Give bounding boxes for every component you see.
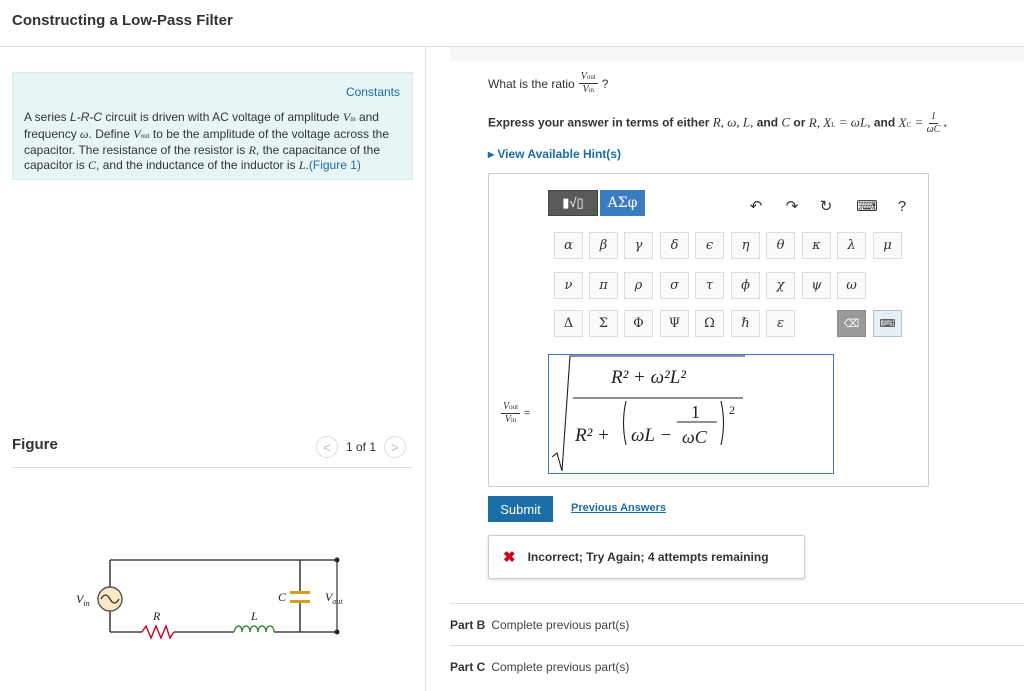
- answer-lhs: [501, 402, 530, 425]
- express-vars-2-text: R, X: [808, 114, 832, 130]
- express-vars-1: R, ω, L,: [712, 114, 754, 130]
- problem-lrc: L-R-C: [70, 110, 103, 124]
- keyboard-toggle-icon[interactable]: ⌨: [873, 310, 902, 337]
- feedback-text: Incorrect; Try Again; 4 attempts remaining: [527, 550, 769, 564]
- undo-icon[interactable]: ↶: [749, 198, 763, 215]
- answer-lhs-ratio: [501, 402, 520, 425]
- resistor-icon: [142, 626, 174, 638]
- problem-intro-box: [12, 72, 413, 180]
- circuit-diagram: [70, 548, 360, 643]
- part-b-status: Complete previous part(s): [491, 618, 630, 632]
- problem-text-3: and frequency: [24, 110, 379, 141]
- problem-r: R: [248, 143, 256, 157]
- previous-answers-link[interactable]: Previous Answers: [571, 502, 666, 514]
- question-prefix: What is the ratio: [488, 76, 575, 91]
- problem-text-8: .: [305, 157, 309, 172]
- circuit-r-label: R: [153, 609, 161, 623]
- problem-text-4: . Define: [88, 126, 134, 141]
- key-pi[interactable]: π: [589, 272, 618, 299]
- circuit-l-label: L: [251, 609, 258, 623]
- answer-instructions: [488, 112, 947, 135]
- constants-link[interactable]: Constants: [345, 85, 400, 99]
- answer-lhs-den-sub: in: [510, 416, 517, 424]
- problem-vout-v: V: [133, 126, 141, 141]
- part-divider: [450, 645, 1024, 646]
- circuit-c-label: C: [278, 590, 287, 604]
- express-and-2: and: [873, 115, 896, 130]
- panel-divider: [425, 46, 426, 691]
- submit-button[interactable]: Submit: [488, 496, 553, 522]
- express-xc-den: ωC: [926, 124, 941, 135]
- key-lambda[interactable]: λ: [837, 232, 866, 259]
- key-phi[interactable]: ϕ: [731, 272, 760, 299]
- help-icon[interactable]: ?: [897, 197, 907, 215]
- figure-page-count: 1 of 1: [346, 440, 377, 454]
- answer-den-r: R² +: [575, 425, 610, 446]
- key-capital-psi[interactable]: Ψ: [660, 310, 689, 337]
- page-title: Constructing a Low-Pass Filter: [12, 12, 233, 29]
- chevron-right-icon[interactable]: >: [384, 436, 406, 458]
- problem-text-5: to be the amplitude of the voltage across the capacitor. The resistance of the resistor is: [24, 126, 390, 157]
- keyboard-icon[interactable]: ⌨: [856, 198, 878, 215]
- problem-text-2: circuit is driven with AC voltage of amplitude: [102, 110, 343, 124]
- key-chi[interactable]: χ: [766, 272, 795, 299]
- question-num-sub: out: [586, 73, 596, 81]
- part-divider: [450, 603, 1024, 604]
- problem-text-7: , and the inductance of the inductor is: [96, 157, 299, 172]
- problem-vin: [343, 110, 356, 124]
- figure-divider: [12, 467, 413, 468]
- key-gamma[interactable]: γ: [624, 232, 653, 259]
- express-xc: [899, 115, 912, 130]
- answer-den-wl: ωL −: [631, 425, 673, 446]
- express-xc-sub: C: [906, 120, 912, 129]
- answer-equals: =: [524, 408, 530, 419]
- key-alpha[interactable]: α: [554, 232, 583, 259]
- question-text: [488, 72, 608, 95]
- question-ratio: [579, 72, 598, 95]
- key-nu[interactable]: ν: [554, 272, 583, 299]
- express-or: or: [793, 115, 806, 130]
- part-c-label: Part C: [450, 660, 486, 674]
- express-xc-text: X: [898, 114, 907, 130]
- circuit-vin-label: $V_{in}$: [76, 592, 90, 608]
- key-psi[interactable]: ψ: [802, 272, 831, 299]
- key-mu[interactable]: μ: [873, 232, 902, 259]
- problem-l: L: [298, 157, 306, 172]
- key-rho[interactable]: ρ: [624, 272, 653, 299]
- problem-vin-v: V: [342, 110, 351, 124]
- question-num: V: [580, 71, 587, 82]
- reset-icon[interactable]: ↻: [819, 198, 833, 215]
- redo-icon[interactable]: ↷: [785, 198, 799, 215]
- part-c-row[interactable]: [450, 660, 629, 674]
- part-header-bar: [450, 47, 1024, 61]
- backspace-icon[interactable]: ⌫: [837, 310, 866, 337]
- express-xl-sub: L: [831, 120, 836, 129]
- problem-omega: ω: [80, 126, 89, 141]
- chevron-left-icon[interactable]: <: [316, 436, 338, 458]
- key-hbar[interactable]: ℏ: [731, 310, 760, 337]
- templates-button[interactable]: ▮√▯: [548, 190, 598, 216]
- problem-statement: [24, 110, 404, 172]
- key-beta[interactable]: β: [589, 232, 618, 259]
- answer-numerator: R² + ω²L²: [611, 367, 686, 388]
- key-delta[interactable]: δ: [660, 232, 689, 259]
- answer-lhs-num: V: [503, 401, 510, 412]
- problem-c: C: [88, 157, 97, 172]
- express-c: C: [781, 114, 791, 130]
- answer-lhs-den: V: [504, 414, 511, 425]
- answer-input[interactable]: [548, 354, 834, 474]
- math-editor: [488, 173, 929, 487]
- express-and-1: and: [756, 115, 779, 130]
- triangle-right-icon: ▸: [488, 147, 495, 161]
- express-eq-2: =: [914, 114, 924, 130]
- question-suffix: ?: [601, 76, 609, 91]
- key-sigma[interactable]: σ: [660, 272, 689, 299]
- key-capital-delta[interactable]: Δ: [554, 310, 583, 337]
- feedback-box: [488, 535, 805, 579]
- key-tau[interactable]: τ: [695, 272, 724, 299]
- answer-den-one: 1: [691, 402, 700, 422]
- key-kappa[interactable]: κ: [802, 232, 831, 259]
- figure-heading: Figure: [12, 436, 58, 453]
- key-omega[interactable]: ω: [837, 272, 866, 299]
- close-icon: ✖: [503, 549, 516, 566]
- problem-text-6: , the capacitance of the capacitor is: [24, 143, 380, 172]
- view-hints-link[interactable]: [488, 147, 621, 161]
- figure-link[interactable]: (Figure 1): [308, 157, 361, 172]
- answer-exponent: 2: [729, 403, 735, 417]
- key-eta[interactable]: η: [731, 232, 760, 259]
- express-xc-num: 1: [930, 111, 936, 122]
- capacitor-icon: [290, 591, 310, 594]
- express-xc-fraction: [927, 112, 941, 135]
- problem-vout-sub: out: [140, 131, 150, 140]
- part-b-label: Part B: [450, 618, 486, 632]
- problem-vin-sub: in: [350, 115, 356, 123]
- problem-vout: [133, 127, 149, 141]
- figure-pager: [316, 436, 406, 458]
- key-theta[interactable]: θ: [766, 232, 795, 259]
- key-epsilon[interactable]: ϵ: [695, 232, 724, 259]
- hint-label: View Available Hint(s): [497, 147, 621, 161]
- express-eq-1: = ωL,: [838, 114, 871, 130]
- key-varepsilon[interactable]: ε: [766, 310, 795, 337]
- question-den-sub: in: [588, 86, 595, 94]
- part-b-row[interactable]: [450, 618, 629, 632]
- key-capital-sigma[interactable]: Σ: [589, 310, 618, 337]
- key-capital-omega[interactable]: Ω: [695, 310, 724, 337]
- answer-lhs-num-sub: out: [509, 403, 519, 411]
- key-capital-phi[interactable]: Φ: [624, 310, 653, 337]
- greek-symbols-button[interactable]: ΑΣφ: [600, 190, 645, 216]
- circuit-vout-label: $V_{out}$: [325, 590, 343, 606]
- express-end: .: [943, 115, 948, 130]
- express-vars-2: [809, 115, 836, 130]
- express-lead: Express your answer in terms of either: [488, 115, 710, 130]
- answer-den-wc: ωC: [682, 427, 707, 447]
- inductor-icon: [234, 626, 274, 632]
- problem-text-1: A series: [24, 110, 71, 124]
- part-c-status: Complete previous part(s): [491, 660, 630, 674]
- question-den: V: [582, 84, 589, 95]
